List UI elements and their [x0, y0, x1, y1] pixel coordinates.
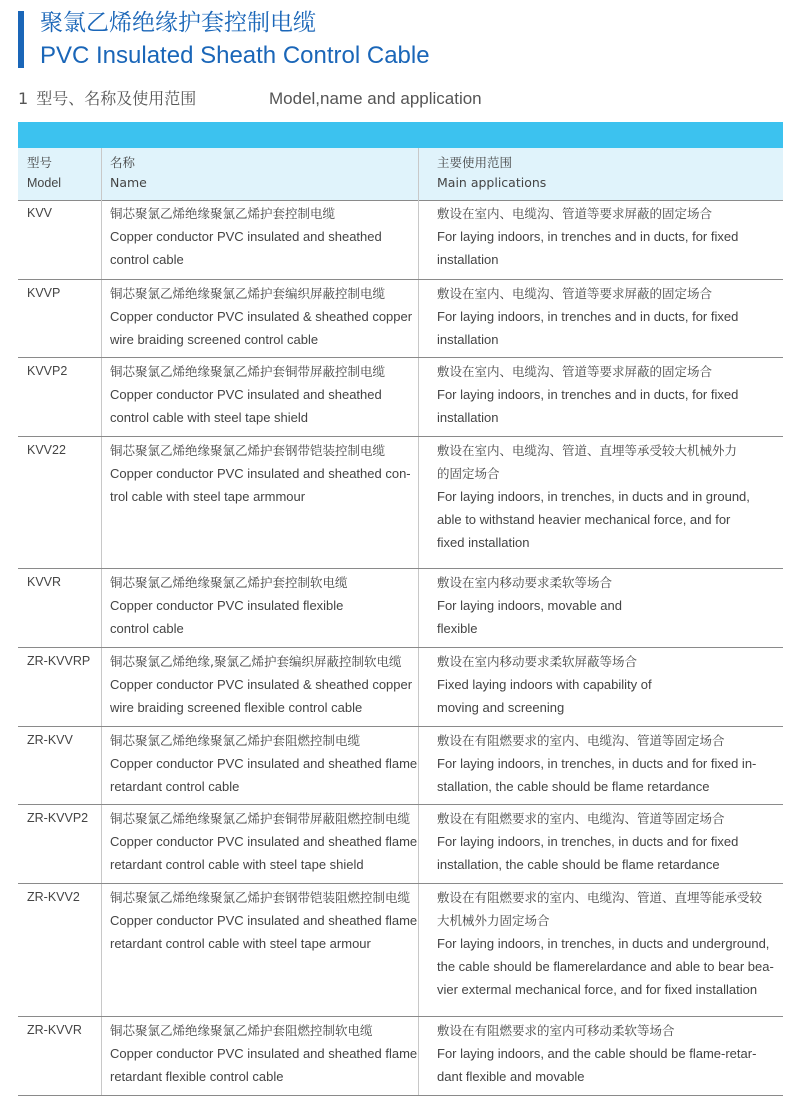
application-cell-line: For laying indoors, in trenches, in ducts and underground, — [437, 936, 770, 951]
application-cell-line: the cable should be flamerelardance and able to bear bea- — [437, 959, 774, 974]
application-cell-line: 敷设在有阻燃要求的室内、电缆沟、管道等固定场合 — [437, 733, 725, 748]
model-cell: ZR-KVVRP — [27, 654, 91, 668]
application-cell-line: 敷设在室内、电缆沟、管道等要求屏蔽的固定场合 — [437, 364, 713, 379]
name-cell-line: retardant control cable with steel tape shield — [110, 857, 364, 872]
name-cell-line: 铜芯聚氯乙烯绝缘聚氯乙烯护套控制软电缆 — [110, 575, 348, 590]
model-cell: KVVP — [27, 286, 61, 300]
application-cell-line: For laying indoors, movable and — [437, 598, 622, 613]
name-cell-line: Copper conductor PVC insulated & sheathed copper — [110, 677, 413, 692]
application-cell — [437, 571, 773, 640]
application-cell-line: 大机械外力固定场合 — [437, 913, 550, 928]
name-cell-line: Copper conductor PVC insulated and sheathed flame — [110, 1046, 418, 1061]
name-cell-line: Copper conductor PVC insulated flexible — [110, 598, 344, 613]
name-cell-line: 铜芯聚氯乙烯绝缘,聚氯乙烯护套编织屏蔽控制软电缆 — [110, 654, 402, 669]
section-heading — [18, 87, 482, 111]
section-number: 1 — [18, 89, 29, 108]
section-title-cn: 型号、名称及使用范围 — [36, 89, 197, 108]
application-cell-line: moving and screening — [437, 700, 565, 715]
model-cell: ZR-KVVP2 — [27, 811, 89, 825]
column-header-model-en: Model — [27, 176, 62, 190]
name-cell — [110, 729, 420, 798]
model-cell: ZR-KVVR — [27, 1023, 82, 1037]
name-cell-line: Copper conductor PVC insulated and sheathed flame — [110, 834, 418, 849]
application-cell-line: 敷设在室内、电缆沟、管道等要求屏蔽的固定场合 — [437, 286, 713, 301]
application-cell-line: installation — [437, 332, 499, 347]
application-cell-line: 敷设在室内移动要求柔软等场合 — [437, 575, 613, 590]
name-cell — [110, 360, 420, 429]
column-header-app — [437, 153, 773, 193]
application-cell — [437, 886, 773, 1001]
name-cell-line: retardant control cable with steel tape armour — [110, 936, 371, 951]
name-cell-line: wire braiding screened control cable — [110, 332, 319, 347]
table-row — [18, 358, 783, 437]
application-cell — [437, 1019, 773, 1088]
application-cell-line: able to withstand heavier mechanical force, and for — [437, 512, 731, 527]
application-cell — [437, 282, 773, 351]
application-cell-line: For laying indoors, in trenches and in ducts, for fixed — [437, 387, 739, 402]
application-cell-line: For laying indoors, in trenches and in ducts, for fixed — [437, 229, 739, 244]
application-cell — [437, 360, 773, 429]
section-title-en: Model,name and application — [269, 89, 482, 108]
model-cell: ZR-KVV2 — [27, 890, 80, 904]
name-cell-line: Copper conductor PVC insulated & sheathed copper — [110, 309, 413, 324]
application-cell-line: For laying indoors, and the cable should be flame-retar- — [437, 1046, 757, 1061]
application-cell — [437, 729, 773, 798]
name-cell-line: Copper conductor PVC insulated and sheathed con- — [110, 466, 411, 481]
name-cell-line: control cable — [110, 252, 184, 267]
name-cell — [110, 571, 420, 640]
table-row — [18, 1017, 783, 1096]
application-cell-line: 敷设在有阻燃要求的室内、电缆沟、管道等固定场合 — [437, 811, 725, 826]
table-header — [18, 148, 783, 201]
name-cell-line: retardant flexible control cable — [110, 1069, 284, 1084]
name-cell-line: control cable — [110, 621, 184, 636]
name-cell-line: 铜芯聚氯乙烯绝缘聚氯乙烯护套编织屏蔽控制电缆 — [110, 286, 386, 301]
name-cell — [110, 282, 420, 351]
application-cell-line: Fixed laying indoors with capability of — [437, 677, 652, 692]
application-cell-line: For laying indoors, in trenches, in ducts and for fixed — [437, 834, 739, 849]
application-cell-line: flexible — [437, 621, 478, 636]
name-cell-line: Copper conductor PVC insulated and sheathed flame — [110, 756, 418, 771]
name-cell-line: trol cable with steel tape armmour — [110, 489, 306, 504]
application-cell-line: 敷设在室内、电缆沟、管道等要求屏蔽的固定场合 — [437, 206, 713, 221]
table-row — [18, 805, 783, 884]
application-cell-line: 敷设在室内移动要求柔软屏蔽等场合 — [437, 654, 638, 669]
name-cell-line: Copper conductor PVC insulated and sheathed — [110, 229, 382, 244]
name-cell-line: 铜芯聚氯乙烯绝缘聚氯乙烯护套阻燃控制电缆 — [110, 733, 361, 748]
model-cell: KVV22 — [27, 443, 66, 457]
application-cell — [437, 650, 773, 719]
name-cell — [110, 650, 420, 719]
table-row — [18, 884, 783, 1017]
name-cell-line: control cable with steel tape shield — [110, 410, 309, 425]
application-cell-line: vier extermal mechanical force, and for fixed installation — [437, 982, 758, 997]
page-title-cn: 聚氯乙烯绝缘护套控制电缆 — [40, 10, 316, 36]
application-cell-line: 敷设在有阻燃要求的室内可移动柔软等场合 — [437, 1023, 675, 1038]
application-cell — [437, 202, 773, 271]
name-cell-line: 铜芯聚氯乙烯绝缘聚氯乙烯护套钢带铠装阻燃控制电缆 — [110, 890, 411, 905]
name-cell-line: 铜芯聚氯乙烯绝缘聚氯乙烯护套钢带铠装控制电缆 — [110, 443, 386, 458]
name-cell-line: 铜芯聚氯乙烯绝缘聚氯乙烯护套铜带屏蔽控制电缆 — [110, 364, 386, 379]
table-row — [18, 569, 783, 648]
name-cell-line: retardant control cable — [110, 779, 240, 794]
column-header-model — [27, 153, 107, 193]
application-cell-line: 敷设在室内、电缆沟、管道、直埋等承受较大机械外力 — [437, 443, 738, 458]
model-cell: ZR-KVV — [27, 733, 73, 747]
application-cell-line: installation — [437, 410, 499, 425]
application-cell — [437, 807, 773, 876]
page-title-en: PVC Insulated Sheath Control Cable — [40, 42, 430, 69]
column-header-model-cn: 型号 — [27, 156, 53, 170]
application-cell-line: 敷设在有阻燃要求的室内、电缆沟、管道、直埋等能承受较 — [437, 890, 763, 905]
name-cell-line: 铜芯聚氯乙烯绝缘聚氯乙烯护套阻燃控制软电缆 — [110, 1023, 373, 1038]
table-row — [18, 648, 783, 727]
application-cell-line: fixed installation — [437, 535, 530, 550]
name-cell — [110, 202, 420, 271]
title-accent-bar — [18, 11, 24, 68]
table-row — [18, 280, 783, 358]
application-cell-line: 的固定场合 — [437, 466, 500, 481]
name-cell — [110, 886, 420, 955]
name-cell-line: Copper conductor PVC insulated and sheathed — [110, 387, 382, 402]
name-cell — [110, 439, 420, 508]
application-cell-line: installation — [437, 252, 499, 267]
name-cell — [110, 807, 420, 876]
column-header-name-cn: 名称 — [110, 155, 136, 170]
table-row — [18, 437, 783, 569]
name-cell-line: Copper conductor PVC insulated and sheathed flame — [110, 913, 418, 928]
column-header-app-en: Main applications — [437, 175, 547, 190]
application-cell-line: For laying indoors, in trenches, in ducts and for fixed in- — [437, 756, 757, 771]
name-cell-line: 铜芯聚氯乙烯绝缘聚氯乙烯护套铜带屏蔽阻燃控制电缆 — [110, 811, 411, 826]
name-cell-line: 铜芯聚氯乙烯绝缘聚氯乙烯护套控制电缆 — [110, 206, 336, 221]
column-header-name — [110, 153, 420, 193]
model-cell: KVVP2 — [27, 364, 68, 378]
table-row — [18, 727, 783, 805]
model-cell: KVV — [27, 206, 53, 220]
name-cell-line: wire braiding screened flexible control cable — [110, 700, 363, 715]
name-cell — [110, 1019, 420, 1088]
column-header-app-cn: 主要使用范围 — [437, 155, 513, 170]
table-row — [18, 200, 783, 280]
application-cell-line: stallation, the cable should be flame retardance — [437, 779, 710, 794]
application-cell-line: For laying indoors, in trenches and in ducts, for fixed — [437, 309, 739, 324]
model-cell: KVVR — [27, 575, 62, 589]
application-cell-line: installation, the cable should be flame retardance — [437, 857, 720, 872]
table-top-band — [18, 122, 783, 148]
application-cell-line: For laying indoors, in trenches, in ducts and in ground, — [437, 489, 750, 504]
column-header-name-en: Name — [110, 175, 147, 190]
application-cell — [437, 439, 773, 554]
application-cell-line: dant flexible and movable — [437, 1069, 585, 1084]
